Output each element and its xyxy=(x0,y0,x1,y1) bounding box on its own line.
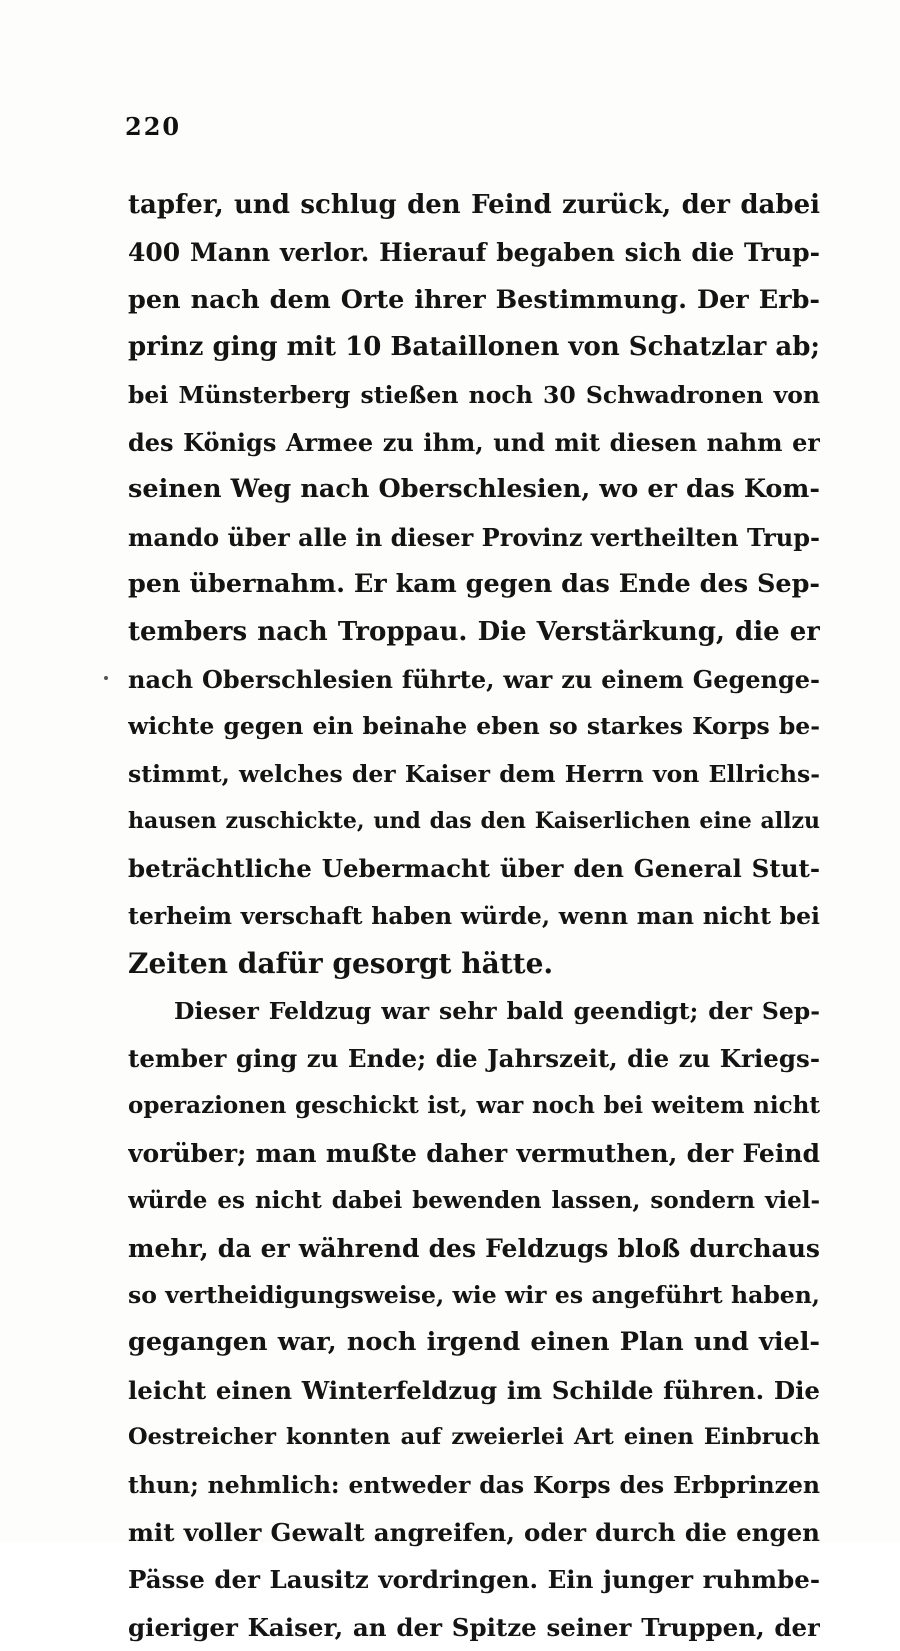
text-line: Oestreicher konnten auf zweierlei Art einen Einbruch xyxy=(128,1424,820,1451)
text-line: mit voller Gewalt angreifen, oder durch die engen xyxy=(128,1517,820,1547)
text-line: pen übernahm. Er kam gegen das Ende des Sep- xyxy=(128,569,820,600)
text-line: pen nach dem Orte ihrer Bestimmung. Der Erb- xyxy=(128,284,820,315)
text-line: beträchtliche Uebermacht über den General Stut- xyxy=(128,854,820,884)
text-line: mehr, da er während des Feldzugs bloß durchaus xyxy=(128,1233,820,1263)
text-line: tember ging zu Ende; die Jahrszeit, die zu Kriegs- xyxy=(128,1044,820,1074)
text-line: terheim verschaft haben würde, wenn man nicht bei xyxy=(128,901,820,930)
paragraph-2 xyxy=(128,988,820,1651)
text-line: Zeiten dafür gesorgt hätte. xyxy=(128,947,554,981)
text-line: des Königs Armee zu ihm, und mit diesen nahm er xyxy=(128,427,820,457)
text-line: thun; nehmlich: entweder das Korps des Erbprinzen xyxy=(128,1470,820,1499)
text-line: Pässe der Lausitz vordringen. Ein junger ruhmbe- xyxy=(128,1565,820,1595)
text-line: stimmt, welches der Kaiser dem Herrn von Ellrichs- xyxy=(128,759,820,788)
text-line: hausen zuschickte, und das den Kaiserlichen eine allzu xyxy=(128,808,820,835)
text-line: so vertheidigungsweise, wie wir es angeführt haben, xyxy=(128,1280,820,1309)
text-line: wichte gegen ein beinahe eben so starkes Korps be- xyxy=(128,712,820,741)
text-line: gegangen war, noch irgend einen Plan und viel- xyxy=(128,1327,820,1358)
text-line: vorüber; man mußte daher vermuthen, der Feind xyxy=(128,1138,820,1168)
text-line: bei Münsterberg stießen noch 30 Schwadronen von xyxy=(128,380,820,409)
text-line: leicht einen Winterfeldzug im Schilde führen. Die xyxy=(128,1375,820,1405)
margin-mark xyxy=(104,676,108,680)
text-line: seinen Weg nach Oberschlesien, wo er das Kom- xyxy=(128,474,820,505)
text-line: tembers nach Troppau. Die Verstärkung, die er xyxy=(128,616,820,647)
paragraph-1 xyxy=(128,182,820,988)
text-line: tapfer, und schlug den Feind zurück, der dabei xyxy=(128,190,820,220)
text-line: operazionen geschickt ist, war noch bei weitem nicht xyxy=(128,1092,820,1120)
text-line: 400 Mann verlor. Hierauf begaben sich die Trup- xyxy=(128,238,820,268)
text-line: würde es nicht dabei bewenden lassen, sondern viel- xyxy=(128,1187,820,1215)
text-line: gieriger Kaiser, an der Spitze seiner Truppen, der xyxy=(128,1612,820,1642)
text-line: Dieser Feldzug war sehr bald geendigt; der Sep- xyxy=(174,996,820,1025)
text-line: mando über alle in dieser Provinz vertheilten Trup- xyxy=(128,522,820,552)
text-line: prinz ging mit 10 Bataillonen von Schatzlar ab; xyxy=(128,332,820,363)
body-text xyxy=(128,182,820,1651)
text-line: nach Oberschlesien führte, war zu einem Gegenge- xyxy=(128,664,820,694)
page-number: 220 xyxy=(125,112,182,141)
